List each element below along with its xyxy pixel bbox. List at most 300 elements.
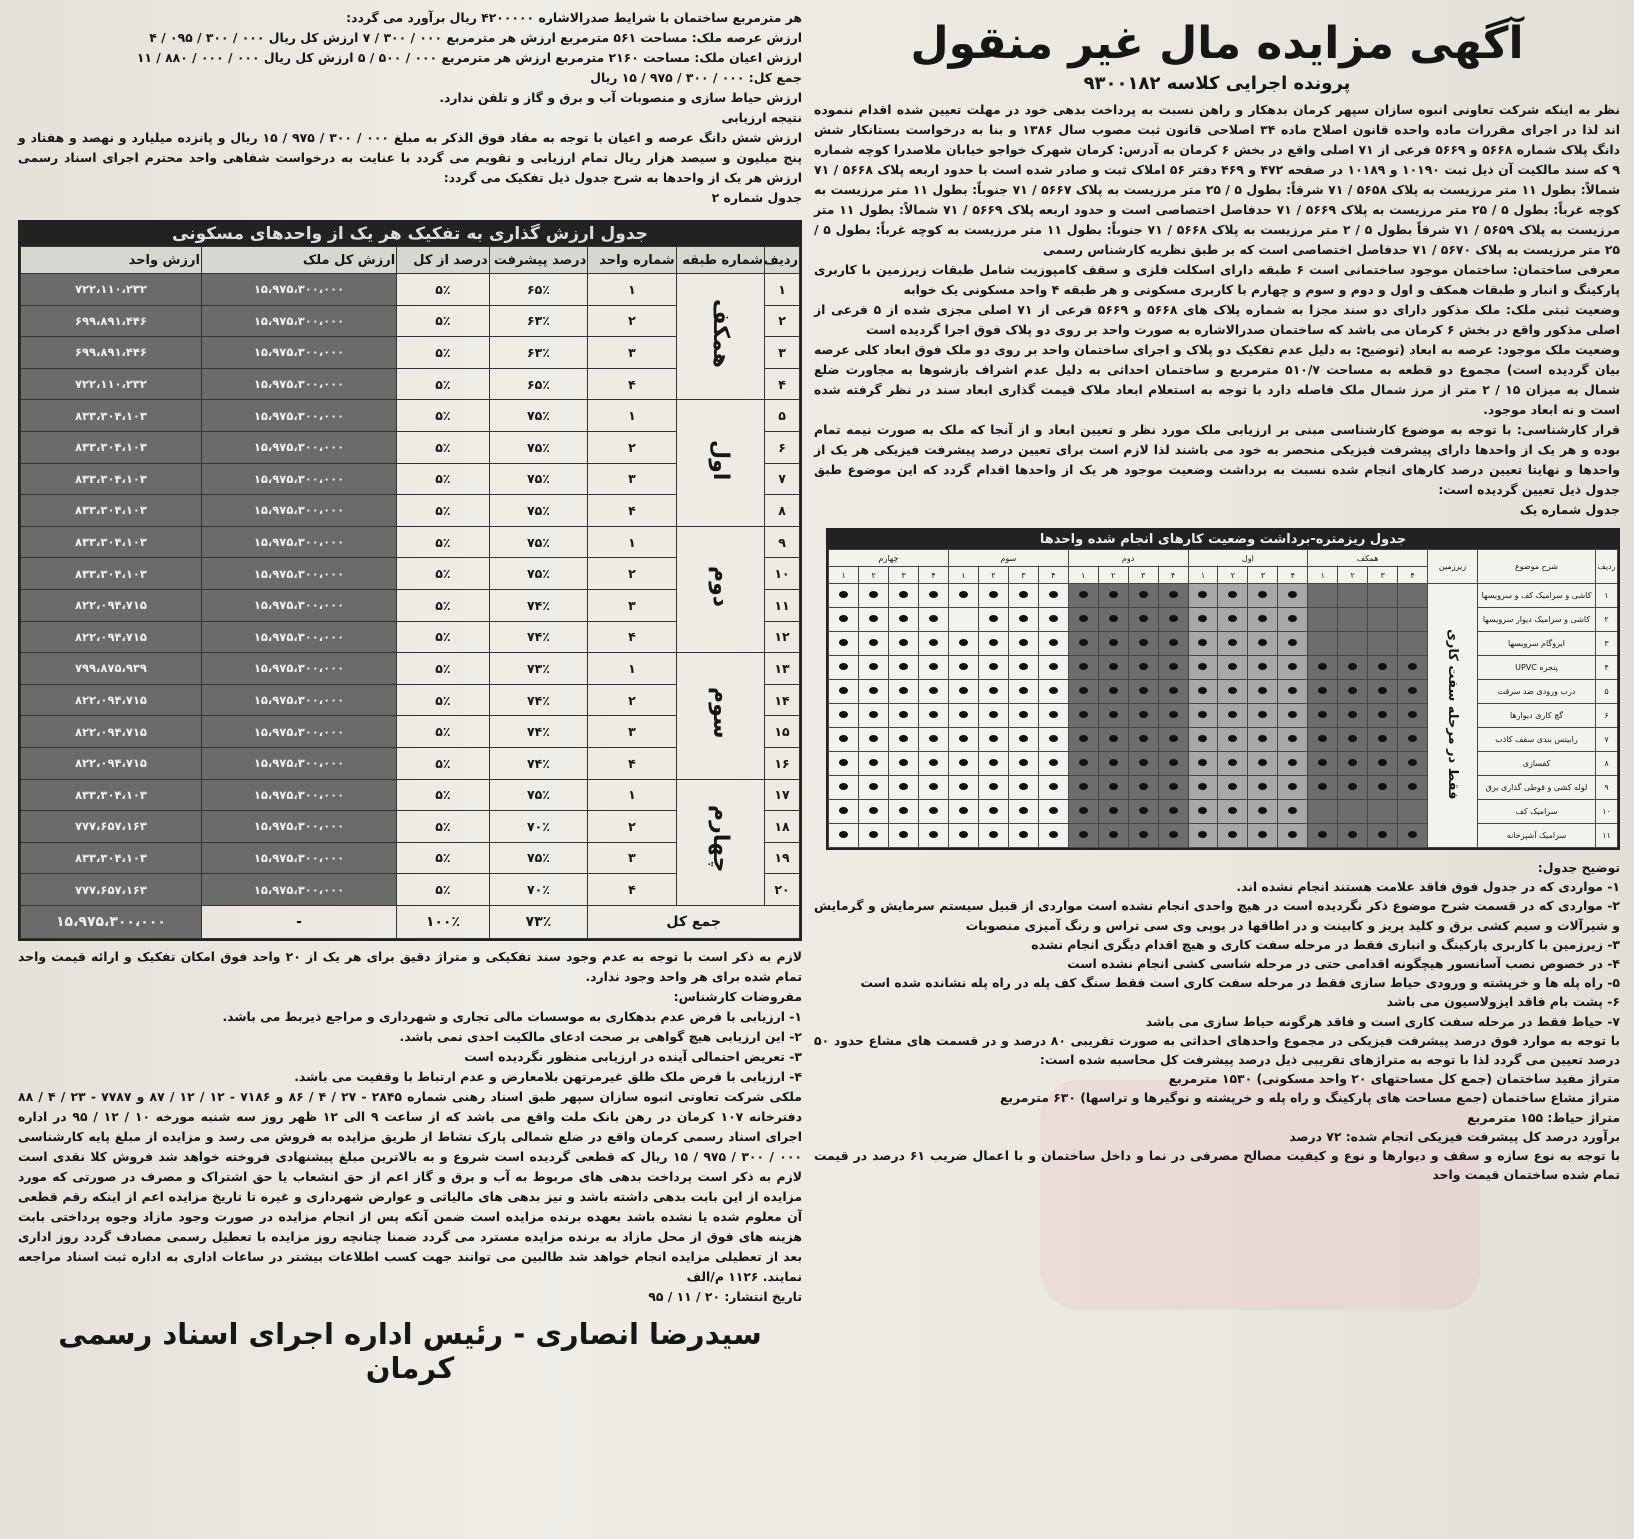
- valuation-unit-value: ۸۳۳،۳۰۴،۱۰۳: [21, 558, 202, 590]
- terms-line: ۱- ارزیابی با فرض عدم بدهکاری به موسسات مالی تجاری و شهرداری و مراجع ذیربط می باشد.: [222, 1008, 802, 1024]
- terms-line: ۳- تعریض احتمالی آینده در ارزیابی منظور نگردیده است: [464, 1048, 802, 1064]
- tracking-cell: [978, 704, 1008, 728]
- done-mark-icon: [989, 711, 998, 718]
- done-mark-icon: [1139, 759, 1148, 766]
- done-mark-icon: [1169, 591, 1178, 598]
- valuation-total-value: ۱۵،۹۷۵،۳۰۰،۰۰۰: [201, 779, 396, 811]
- done-mark-icon: [989, 831, 998, 838]
- done-mark-icon: [929, 711, 938, 718]
- tracking-row: [829, 800, 1618, 824]
- tracking-cell: [1248, 824, 1278, 848]
- done-mark-icon: [959, 711, 968, 718]
- done-mark-icon: [869, 663, 878, 670]
- tracking-cell: [889, 800, 919, 824]
- valuation-unit-value: ۶۹۹،۸۹۱،۴۴۶: [21, 337, 202, 369]
- tracking-cell: [1068, 752, 1098, 776]
- done-mark-icon: [1079, 735, 1088, 742]
- tracking-cell: [1158, 800, 1188, 824]
- valuation-progress: ۷۵٪: [489, 558, 588, 590]
- done-mark-icon: [869, 783, 878, 790]
- tracking-cell: [1398, 584, 1428, 608]
- valuation-row-number: ۹: [765, 526, 800, 558]
- valuation-progress: ۶۵٪: [489, 368, 588, 400]
- valuation-unit-number: ۴: [588, 495, 676, 527]
- done-mark-icon: [1109, 615, 1118, 622]
- valuation-floor-cell: [676, 653, 764, 779]
- done-mark-icon: [1288, 735, 1297, 742]
- tracking-cell: [1158, 632, 1188, 656]
- done-mark-icon: [1378, 711, 1387, 718]
- done-mark-icon: [1079, 783, 1088, 790]
- valuation-unit-value: ۶۹۹،۸۹۱،۴۴۶: [21, 305, 202, 337]
- done-mark-icon: [1348, 711, 1357, 718]
- tracking-cell: [1338, 656, 1368, 680]
- done-mark-icon: [839, 639, 848, 646]
- done-mark-icon: [1198, 639, 1207, 646]
- done-mark-icon: [1139, 687, 1148, 694]
- valuation-header-cell: ردیف: [765, 247, 800, 274]
- done-mark-icon: [1318, 735, 1327, 742]
- valuation-unit-number: ۴: [588, 874, 676, 906]
- valuation-row-number: ۱۵: [765, 716, 800, 748]
- tracking-unit-header: ۱: [1068, 567, 1098, 584]
- done-mark-icon: [1049, 783, 1058, 790]
- tracking-cell: [1248, 584, 1278, 608]
- tracking-cell: [1278, 752, 1308, 776]
- tracking-cell: [1038, 584, 1068, 608]
- done-mark-icon: [1019, 807, 1028, 814]
- valuation-unit-value: ۸۳۳،۳۰۴،۱۰۳: [21, 431, 202, 463]
- tracking-cell: [1398, 608, 1428, 632]
- tracking-cell: [1008, 824, 1038, 848]
- done-mark-icon: [1109, 735, 1118, 742]
- tracking-cell: [1248, 656, 1278, 680]
- valuation-progress: ۷۵٪: [489, 495, 588, 527]
- done-mark-icon: [1318, 783, 1327, 790]
- tracking-row-number: ۱۱: [1596, 824, 1618, 848]
- tracking-cell: [1338, 752, 1368, 776]
- valuation-progress: ۷۴٪: [489, 589, 588, 621]
- tracking-cell: [829, 752, 859, 776]
- done-mark-icon: [1198, 831, 1207, 838]
- tracking-cell: [1008, 728, 1038, 752]
- done-mark-icon: [1169, 639, 1178, 646]
- done-mark-icon: [1109, 711, 1118, 718]
- done-mark-icon: [839, 831, 848, 838]
- tracking-cell: [1038, 632, 1068, 656]
- done-mark-icon: [1169, 735, 1178, 742]
- valuation-floor-name: دوم: [707, 565, 733, 607]
- valuation-row-number: ۲۰: [765, 874, 800, 906]
- done-mark-icon: [1139, 831, 1148, 838]
- done-mark-icon: [1169, 711, 1178, 718]
- valuation-unit-value: ۸۳۳،۳۰۴،۱۰۳: [21, 400, 202, 432]
- tracking-cell: [978, 584, 1008, 608]
- tracking-cell: [859, 728, 889, 752]
- tracking-cell: [829, 680, 859, 704]
- done-mark-icon: [1288, 711, 1297, 718]
- done-mark-icon: [899, 807, 908, 814]
- done-mark-icon: [1139, 711, 1148, 718]
- tracking-cell: [1038, 680, 1068, 704]
- tracking-cell: [949, 728, 979, 752]
- done-mark-icon: [1408, 831, 1417, 838]
- done-mark-icon: [1258, 735, 1267, 742]
- intro-paragraph: نظر به اینکه شرکت تعاونی انبوه سازان سپهر کرمان بدهکار و راهن نسبت به پرداخت بدهی خود در مهلت تعیین شده اقدام ننموده اند لذا در اجرای مقررات ماده واحده قانون اصلاح ماده ۳۴ اصلاحی قانون ثبت مصوب سال ۱۳۸۶ و بنا به درخواست بستانکار شش دانگ پلاک شماره ۵۶۶۸ و ۵۶۶۹ فرعی از ۷۱ اصلی واقع در بخش ۶ کرمان به آدرس: کرمان شهرک خواجو خیابان ملاصدرا کوچه شماره ۹ که سند مالکیت آن ذیل ثبت ۱۰۱۹۰ و ۱۰۱۸۹ در صفحه ۴۷۲ و ۴۶۹ دفتر ۵۶ املاک ثبت و صادر شده است با حدود اربعه پلاک ۵۶۶۸ / ۷۱ شمالاً: بطول ۱۱ متر مرزیست به پلاک ۵۶۵۸ / ۷۱ شرقاً: بطول ۵ / ۲۵ متر مرزیست به پلاک ۵۶۶۷ / ۷۱ جنوباً: بطول ۱۱ متر مرزیست به کوچه غرباً: بطول ۵ / ۲۵ متر مرزیست به پلاک ۵۶۶۹ / ۷۱ حدفاصل اختصاصی است و حدود اربعه پلاک ۵۶۶۹ / ۷۱ شمالاً: بطول ۱۱ متر مرزیست به پلاک ۵۶۵۹ / ۷۱ شرقاً بطول ۵ / ۲ متر مرزیست به پلاک ۵۶۶۸ / ۷۱ جنوباً: بطول ۱۱ متر مرزیست به کوچه غرباً: بطول ۵ / ۲۵ متر مرزیست به پلاک ۵۶۷۰ / ۷۱ حدفاصل اختصاصی است که بر طبق نظریه کارشناس رسمی: [814, 102, 1621, 257]
- tracking-cell: [889, 656, 919, 680]
- tracking-cell: [919, 704, 949, 728]
- tracking-cell: [1308, 656, 1338, 680]
- done-mark-icon: [929, 615, 938, 622]
- done-mark-icon: [1228, 615, 1237, 622]
- summary-line: ارزش عرصه ملک: مساحت ۵۶۱ مترمربع ارزش هر مترمربع ۰۰۰ / ۳۰۰ / ۷ ارزش کل ریال ۰۰۰ / ۳۰۰ / ۰۹۵ / ۴: [149, 30, 802, 45]
- tracking-cell: [1068, 704, 1098, 728]
- done-mark-icon: [1288, 639, 1297, 646]
- valuation-row-number: ۱۲: [765, 621, 800, 653]
- valuation-unit-value: ۸۳۳،۳۰۴،۱۰۳: [21, 526, 202, 558]
- done-mark-icon: [959, 591, 968, 598]
- valuation-row: [21, 274, 800, 306]
- tracking-cell: [1068, 800, 1098, 824]
- valuation-progress: ۷۵٪: [489, 463, 588, 495]
- valuation-total-row: [21, 905, 800, 938]
- done-mark-icon: [1198, 591, 1207, 598]
- tracking-row-number: ۲: [1596, 608, 1618, 632]
- valuation-floor-cell: [676, 779, 764, 905]
- valuation-total-value: ۱۵،۹۷۵،۳۰۰،۰۰۰: [201, 842, 396, 874]
- valuation-row-number: ۱۶: [765, 747, 800, 779]
- tracking-cell: [1158, 656, 1188, 680]
- done-mark-icon: [1288, 615, 1297, 622]
- tracking-row: [829, 704, 1618, 728]
- tracking-cell: [1248, 680, 1278, 704]
- tracking-cell: [1038, 728, 1068, 752]
- done-mark-icon: [1288, 687, 1297, 694]
- done-mark-icon: [839, 735, 848, 742]
- table-notes: [814, 858, 1620, 1184]
- note-line: ۷- حیاط فقط در مرحله سفت کاری است و فاقد هرگونه حیاط سازی می باشد: [1145, 1013, 1620, 1029]
- tracking-row-number: ۱: [1596, 584, 1618, 608]
- tracking-unit-header: ۴: [1038, 567, 1068, 584]
- done-mark-icon: [989, 783, 998, 790]
- tracking-unit-header: ۱: [829, 567, 859, 584]
- tracking-cell: [1278, 656, 1308, 680]
- valuation-unit-value: ۸۲۲،۰۹۴،۷۱۵: [21, 747, 202, 779]
- valuation-progress: ۷۴٪: [489, 716, 588, 748]
- done-mark-icon: [869, 639, 878, 646]
- tracking-cell: [829, 704, 859, 728]
- tracking-cell: [1098, 608, 1128, 632]
- done-mark-icon: [1198, 807, 1207, 814]
- done-mark-icon: [1288, 783, 1297, 790]
- done-mark-icon: [1228, 639, 1237, 646]
- done-mark-icon: [1288, 759, 1297, 766]
- tracking-row: [829, 728, 1618, 752]
- done-mark-icon: [1139, 639, 1148, 646]
- basement-note: فقط در مرحله سفت کاری: [1445, 629, 1460, 800]
- done-mark-icon: [1079, 615, 1088, 622]
- tracking-cell: [1038, 824, 1068, 848]
- done-mark-icon: [959, 807, 968, 814]
- valuation-total-value: ۱۵،۹۷۵،۳۰۰،۰۰۰: [201, 716, 396, 748]
- tracking-cell: [919, 824, 949, 848]
- done-mark-icon: [1019, 783, 1028, 790]
- done-mark-icon: [899, 687, 908, 694]
- tracking-cell: [1278, 776, 1308, 800]
- valuation-row-number: ۲: [765, 305, 800, 337]
- done-mark-icon: [929, 759, 938, 766]
- valuation-total-value: ۱۵،۹۷۵،۳۰۰،۰۰۰: [201, 558, 396, 590]
- tracking-cell: [1218, 776, 1248, 800]
- valuation-share: ۵٪: [397, 653, 489, 685]
- done-mark-icon: [1378, 687, 1387, 694]
- done-mark-icon: [899, 591, 908, 598]
- valuation-table-title: جدول ارزش گذاری به تفکیک هر یک از واحدهای مسکونی: [20, 222, 800, 246]
- done-mark-icon: [839, 591, 848, 598]
- done-mark-icon: [1258, 615, 1267, 622]
- tracking-cell: [1308, 752, 1338, 776]
- tracking-cell: [1338, 632, 1368, 656]
- tracking-cell: [829, 632, 859, 656]
- tracking-cell: [919, 584, 949, 608]
- done-mark-icon: [899, 663, 908, 670]
- tracking-cell: [978, 680, 1008, 704]
- tracking-floor-header: همکف: [1308, 550, 1428, 567]
- done-mark-icon: [929, 735, 938, 742]
- tracking-floor-header: چهارم: [829, 550, 949, 567]
- valuation-unit-number: ۳: [588, 842, 676, 874]
- tracking-cell: [1128, 656, 1158, 680]
- building-intro: معرفی ساختمان: ساختمان موجود ساختمانی است ۶ طبقه دارای اسکلت فلزی و سقف کامپوزیت شامل طبقات زیرزمین با کاربری پارکینگ و انبار و طبقات همکف و اول و دوم و سوم و چهارم با کاربری مسکونی و هر طبقه ۴ واحد مسکونی یک خوابه: [814, 262, 1620, 297]
- done-mark-icon: [869, 759, 878, 766]
- tracking-cell: [1278, 584, 1308, 608]
- note-line: ۴- در خصوص نصب آسانسور هیچگونه اقدامی حتی در مرحله شاسی کشی انجام نشده است: [1067, 956, 1620, 972]
- done-mark-icon: [839, 663, 848, 670]
- valuation-unit-number: ۴: [588, 368, 676, 400]
- done-mark-icon: [989, 735, 998, 742]
- done-mark-icon: [1109, 591, 1118, 598]
- valuation-header-cell: شماره واحد: [588, 247, 676, 274]
- note-line: متراژ مفید ساختمان (جمع کل مساحتهای ۲۰ واحد مسکونی) ۱۵۳۰ مترمربع: [1168, 1071, 1620, 1087]
- tracking-unit-header: ۲: [1098, 567, 1128, 584]
- tracking-cell: [1218, 752, 1248, 776]
- valuation-progress: ۷۵٪: [489, 779, 588, 811]
- done-mark-icon: [1019, 735, 1028, 742]
- done-mark-icon: [1258, 591, 1267, 598]
- valuation-table: [18, 220, 802, 941]
- tracking-row-number: ۹: [1596, 776, 1618, 800]
- tracking-cell: [859, 824, 889, 848]
- done-mark-icon: [1109, 807, 1118, 814]
- tracking-row: [829, 632, 1618, 656]
- valuation-total-value: ۱۵،۹۷۵،۳۰۰،۰۰۰: [201, 305, 396, 337]
- tracking-cell: [1188, 656, 1218, 680]
- valuation-total-progress: ۷۳٪: [489, 905, 588, 938]
- tracking-row-number: ۶: [1596, 704, 1618, 728]
- tracking-cell: [859, 752, 889, 776]
- valuation-unit-number: ۱: [588, 274, 676, 306]
- tracking-cell: [919, 680, 949, 704]
- done-mark-icon: [899, 831, 908, 838]
- basement-cell: [1428, 584, 1478, 848]
- done-mark-icon: [1198, 711, 1207, 718]
- done-mark-icon: [1228, 711, 1237, 718]
- tracking-cell: [1398, 752, 1428, 776]
- tracking-row-number: ۱۰: [1596, 800, 1618, 824]
- valuation-row-number: ۱۹: [765, 842, 800, 874]
- tracking-unit-header: ۳: [1008, 567, 1038, 584]
- tracking-cell: [978, 632, 1008, 656]
- tracking-cell: [949, 752, 979, 776]
- tracking-cell: [978, 824, 1008, 848]
- tracking-cell: [978, 656, 1008, 680]
- tracking-cell: [1278, 680, 1308, 704]
- done-mark-icon: [1288, 807, 1297, 814]
- tracking-cell: [889, 632, 919, 656]
- note-line: متراژ حیاط: ۱۵۵ مترمربع: [1467, 1109, 1620, 1125]
- done-mark-icon: [1408, 687, 1417, 694]
- tracking-cell: [889, 728, 919, 752]
- valuation-unit-number: ۳: [588, 716, 676, 748]
- tracking-unit-header: ۱: [949, 567, 979, 584]
- note-line: توضیح جدول:: [1537, 860, 1620, 875]
- tracking-cell: [859, 584, 889, 608]
- done-mark-icon: [1049, 807, 1058, 814]
- valuation-floor-cell: [676, 274, 764, 400]
- valuation-floor-cell: [676, 526, 764, 652]
- ad-title: آگهی مزایده مال غیر منقول: [910, 18, 1524, 69]
- tracking-cell: [1278, 800, 1308, 824]
- done-mark-icon: [1019, 639, 1028, 646]
- done-mark-icon: [1049, 663, 1058, 670]
- done-mark-icon: [1169, 807, 1178, 814]
- tracking-cell: [1128, 584, 1158, 608]
- done-mark-icon: [839, 711, 848, 718]
- tracking-cell: [949, 680, 979, 704]
- valuation-total-value: ۱۵،۹۷۵،۳۰۰،۰۰۰: [201, 589, 396, 621]
- terms-line: مفروضات کارشناس:: [673, 988, 802, 1004]
- tracking-cell: [1098, 776, 1128, 800]
- valuation-total-value: ۱۵،۹۷۵،۳۰۰،۰۰۰: [201, 526, 396, 558]
- done-mark-icon: [899, 735, 908, 742]
- tracking-cell: [1068, 656, 1098, 680]
- tracking-cell: [1308, 584, 1338, 608]
- valuation-progress: ۷۳٪: [489, 653, 588, 685]
- tracking-cell: [1308, 608, 1338, 632]
- tracking-row: [829, 824, 1618, 848]
- dimensions-status: وضعیت ملک موجود: عرصه به ابعاد (توضیح: به دلیل عدم تفکیک دو پلاک و اجرای ساختمان واحد بر روی دو ملک فوق ابعاد کلی عرصه بیان گردیده است) مجموع دو قطعه به مساحت ۵۱۰/۷ مترمربع و ساختمان احداثی به دلیل عدم اشراف بازشوها به مجاورت ضلع شمال به میزان ۱۵ / ۲ متر از مرز شمال ملک فاصله دارد با توجه به استعلام ابعاد ملاک قیمت گذاری ابعاد سند در نظر گرفته شده است و نه ابعاد موجود.: [814, 342, 1620, 417]
- done-mark-icon: [959, 735, 968, 742]
- tracking-cell: [1248, 776, 1278, 800]
- valuation-row-number: ۱۳: [765, 653, 800, 685]
- done-mark-icon: [899, 711, 908, 718]
- tracking-cell: [919, 656, 949, 680]
- done-mark-icon: [1378, 831, 1387, 838]
- tracking-cell: [1338, 680, 1368, 704]
- done-mark-icon: [929, 591, 938, 598]
- tracking-cell: [919, 776, 949, 800]
- tracking-row-number: ۷: [1596, 728, 1618, 752]
- done-mark-icon: [1079, 711, 1088, 718]
- tracking-cell: [1368, 632, 1398, 656]
- tracking-cell: [1308, 704, 1338, 728]
- tracking-cell: [1308, 824, 1338, 848]
- valuation-header-cell: ارزش کل ملک: [201, 247, 396, 274]
- valuation-share: ۵٪: [397, 400, 489, 432]
- tracking-cell: [1068, 728, 1098, 752]
- tracking-header-desc: شرح موضوع: [1478, 550, 1596, 584]
- terms-line: لازم به ذکر است با توجه به عدم وجود سند تفکیکی و متراژ دقیق برای هر یک از ۲۰ واحد فوق امکان تفکیک و ارائه قیمت واحد تمام شده برای هر واحد وجود ندارد.: [18, 948, 802, 984]
- done-mark-icon: [1318, 759, 1327, 766]
- valuation-row-number: ۱: [765, 274, 800, 306]
- done-mark-icon: [1049, 759, 1058, 766]
- done-mark-icon: [1318, 831, 1327, 838]
- tracking-floor-header: دوم: [1068, 550, 1188, 567]
- valuation-share: ۵٪: [397, 842, 489, 874]
- tracking-cell: [1068, 608, 1098, 632]
- tracking-cell: [1008, 680, 1038, 704]
- tracking-cell: [829, 656, 859, 680]
- tracking-unit-header: ۳: [1128, 567, 1158, 584]
- valuation-floor-name: اول: [707, 439, 733, 481]
- done-mark-icon: [1198, 663, 1207, 670]
- valuation-unit-number: ۳: [588, 589, 676, 621]
- done-mark-icon: [989, 663, 998, 670]
- tracking-row-label: پنجره UPVC: [1478, 656, 1596, 680]
- valuation-row-number: ۷: [765, 463, 800, 495]
- valuation-unit-value: ۷۷۷،۶۵۷،۱۶۳: [21, 874, 202, 906]
- tracking-cell: [1008, 752, 1038, 776]
- tracking-cell: [1188, 776, 1218, 800]
- note-line: ۲- مواردی که در قسمت شرح موضوع ذکر نگردیده است در هیچ واحدی انجام نشده است مواردی از قبیل سیستم سرمایش و گرمایش و شیرآلات و سیم کشی برق و کلید پریز و کابینت و در اطاقها در یوپی وی سی تراس و رنگ آمیزی منصوبات: [814, 898, 1620, 933]
- tracking-cell: [949, 632, 979, 656]
- valuation-unit-value: ۷۷۷،۶۵۷،۱۶۳: [21, 811, 202, 843]
- done-mark-icon: [1139, 591, 1148, 598]
- tracking-cell: [1338, 584, 1368, 608]
- tracking-cell: [1158, 584, 1188, 608]
- tracking-cell: [859, 800, 889, 824]
- tracking-cell: [1398, 656, 1428, 680]
- done-mark-icon: [869, 591, 878, 598]
- done-mark-icon: [1019, 687, 1028, 694]
- done-mark-icon: [839, 759, 848, 766]
- done-mark-icon: [1288, 591, 1297, 598]
- valuation-progress: ۶۳٪: [489, 337, 588, 369]
- tracking-cell: [1128, 800, 1158, 824]
- tracking-cell: [1008, 656, 1038, 680]
- tracking-unit-header: ۳: [1248, 567, 1278, 584]
- tracking-cell: [978, 752, 1008, 776]
- tracking-cell: [1068, 776, 1098, 800]
- tracking-cell: [889, 824, 919, 848]
- tracking-cell: [1128, 608, 1158, 632]
- tracking-row-label: لوله کشی و قوطی گذاری برق: [1478, 776, 1596, 800]
- tracking-cell: [1398, 824, 1428, 848]
- tracking-cell: [829, 824, 859, 848]
- done-mark-icon: [1109, 759, 1118, 766]
- tracking-unit-header: ۳: [889, 567, 919, 584]
- valuation-unit-value: ۸۲۲،۰۹۴،۷۱۵: [21, 589, 202, 621]
- terms-line: تاریخ انتشار: ۲۰ / ۱۱ / ۹۵: [648, 1288, 802, 1304]
- done-mark-icon: [1139, 663, 1148, 670]
- done-mark-icon: [1228, 735, 1237, 742]
- done-mark-icon: [1198, 687, 1207, 694]
- valuation-unit-value: ۸۳۳،۳۰۴،۱۰۳: [21, 779, 202, 811]
- done-mark-icon: [929, 663, 938, 670]
- done-mark-icon: [1258, 759, 1267, 766]
- tracking-cell: [1158, 728, 1188, 752]
- done-mark-icon: [1019, 591, 1028, 598]
